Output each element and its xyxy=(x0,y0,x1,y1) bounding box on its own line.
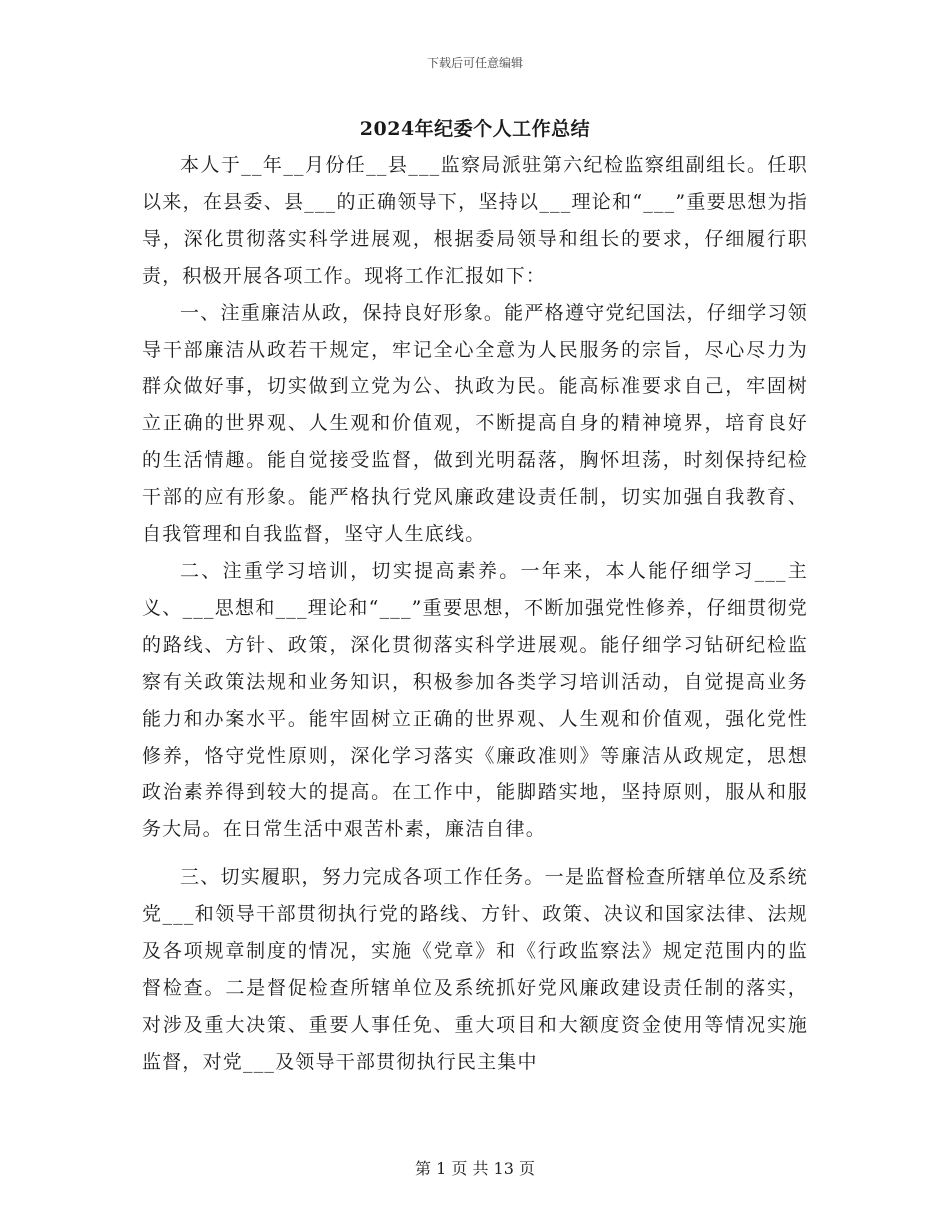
document-title: 2024年纪委个人工作总结 xyxy=(359,118,591,140)
paragraph-section-2: 二、注重学习培训，切实提高素养。一年来，本人能仔细学习___主义、___思想和___理论和“___”重要思想，不断加强党性修养，仔细贯彻党的路线、方针、政策，深化贯彻落实科学进展观。能仔细学习钻研纪检监察有关政策法规和业务知识，积极参加各类学习培训活动，自觉提高业务能力和办案水平。能牢固树立正确的世界观、人生观和价值观，强化党性修养，恪守党性原则，深化学习落实《廉政准则》等廉洁从政规定，思想政治素养得到较大的提高。在工作中，能脚踏实地，坚持原则，服从和服务大局。在日常生活中艰苦朴素，廉洁自律。 xyxy=(142,559,808,841)
page-number: 第 1 页 共 13 页 xyxy=(415,1159,535,1178)
paragraph-section-3: 三、切实履职，努力完成各项工作任务。一是监督检查所辖单位及系统党___和领导干部贯彻执行党的路线、方针、政策、决议和国家法律、法规及各项规章制度的情况，实施《党章》和《行政监察法》规定范围内的监督检查。二是督促检查所辖单位及系统抓好党风廉政建设责任制的落实，对涉及重大决策、重要人事任免、重大项目和大额度资金使用等情况实施监督，对党___及领导干部贯彻执行民主集中 xyxy=(142,866,808,1073)
paragraph-section-1: 一、注重廉洁从政，保持良好形象。能严格遵守党纪国法，仔细学习领导干部廉洁从政若干规定，牢记全心全意为人民服务的宗旨，尽心尽力为群众做好事，切实做到立党为公、执政为民。能高标准要求自己，牢固树立正确的世界观、人生观和价值观，不断提高自身的精神境界，培育良好的生活情趣。能自觉接受监督，做到光明磊落，胸怀坦荡，时刻保持纪检干部的应有形象。能严格执行党风廉政建设责任制，切实加强自我教育、自我管理和自我监督，坚守人生底线。 xyxy=(142,301,808,546)
header-note: 下载后可任意编辑 xyxy=(426,56,523,70)
paragraph-intro: 本人于__年__月份任__县___监察局派驻第六纪检监察组副组长。任职以来，在县委、县___的正确领导下，坚持以___理论和“___”重要思想为指导，深化贯彻落实科学进展观，根据委局领导和组长的要求，仔细履行职责，积极开展各项工作。现将工作汇报如下： xyxy=(142,154,808,287)
document-body xyxy=(142,147,808,1081)
